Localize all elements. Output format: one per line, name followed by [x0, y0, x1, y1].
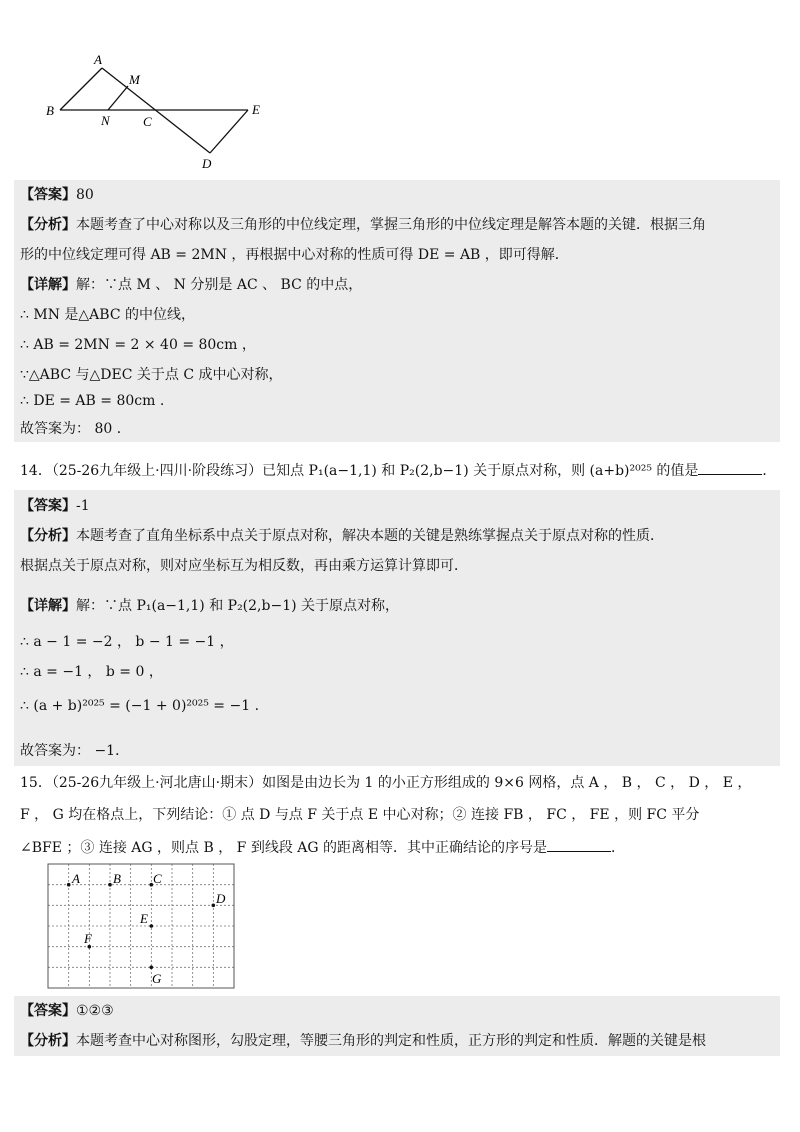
label-A: A: [94, 52, 102, 67]
q13-detail-line1: 【详解】解：∵点 M 、 N 分别是 AC 、 BC 的中点，: [20, 277, 363, 293]
triangle-figure: [40, 50, 280, 170]
q15-answer: 【答案】①②③: [20, 1003, 114, 1019]
grid-figure: [46, 862, 238, 990]
point-G: [150, 966, 154, 970]
q14-detail-line2: ∴ a − 1 = −2 ， b − 1 = −1 ，: [20, 634, 234, 650]
q15-stem-line3: ∠BFE ；③ 连接 AG ，则点 B ， F 到线段 AG 的距离相等．其中正确结论的序号是 ．: [20, 837, 625, 857]
q14-detail-line1: 【详解】解：∵点 P₁(a−1,1) 和 P₂(2,b−1) 关于原点对称，: [20, 598, 400, 614]
q13-detail-line5: ∴ DE = AB = 80cm .: [20, 393, 165, 409]
q13-analysis-line2: 形的中位线定理可得 AB = 2MN ，再根据中心对称的性质可得 DE = AB ，即可得解．: [20, 247, 569, 263]
grid-label-A: A: [72, 871, 80, 886]
point-D: [212, 904, 216, 908]
point-B: [108, 883, 112, 887]
q14-answer: 【答案】-1: [20, 498, 90, 514]
point-E: [150, 924, 154, 928]
point-A: [67, 883, 71, 887]
q15-answer-blank[interactable]: [547, 837, 611, 852]
q14-analysis-line2: 根据点关于原点对称，则对应坐标互为相反数，再由乘方运算计算即可．: [20, 558, 468, 574]
q14-analysis-line1: 【分析】本题考查了直角坐标系中点关于原点对称，解决本题的关键是熟练掌握点关于原点对称的性质．: [20, 528, 664, 544]
grid-label-C: C: [153, 871, 162, 886]
q14-stem: 14．（25-26九年级上·四川·阶段练习）已知点 P₁(a−1,1) 和 P₂(2,b−1) 关于原点对称，则 (a+b)²⁰²⁵ 的值是 ．: [20, 460, 776, 480]
q13-answer: 【答案】80: [20, 187, 94, 203]
label-N: N: [101, 113, 110, 128]
q13-analysis-line1: 【分析】本题考查了中心对称以及三角形的中位线定理，掌握三角形的中位线定理是解答本题的关键．根据三角: [20, 217, 706, 233]
label-M: M: [129, 72, 140, 87]
q15-stem-line2: F ， G 均在格点上，下列结论：① 点 D 与点 F 关于点 E 中心对称；② 连接 FB ， FC ， FE ，则 FC 平分: [20, 807, 700, 823]
q15-stem-line1: 15．（25-26九年级上·河北唐山·期末）如图是由边长为 1 的小正方形组成的 9×6 网格，点 A ， B ， C ， D ， E ，: [20, 775, 752, 791]
q14-detail-line4: ∴ (a + b)²⁰²⁵ = (−1 + 0)²⁰²⁵ = −1 .: [20, 698, 260, 714]
q13-final: 故答案为： 80 ．: [20, 421, 131, 437]
label-B: B: [46, 103, 54, 118]
grid-label-G: G: [152, 971, 162, 986]
q13-detail-line4: ∵△ABC 与△DEC 关于点 C 成中心对称，: [20, 367, 283, 383]
grid-label-E: E: [140, 911, 148, 926]
q15-analysis-line1: 【分析】本题考查中心对称图形，勾股定理，等腰三角形的判定和性质，正方形的判定和性质．解题的关键是根: [20, 1033, 706, 1049]
label-D: D: [202, 156, 212, 170]
q13-detail-line2: ∴ MN 是△ABC 的中位线，: [20, 307, 195, 323]
q13-detail-line3: ∴ AB = 2MN = 2 × 40 = 80cm ，: [20, 337, 256, 353]
grid-label-B: B: [113, 871, 121, 886]
label-C: C: [143, 114, 152, 129]
q14-final: 故答案为： −1．: [20, 743, 130, 759]
label-E: E: [252, 102, 260, 117]
grid-label-D: D: [216, 891, 226, 906]
grid-label-F: F: [84, 931, 92, 946]
q14-answer-blank[interactable]: [698, 460, 762, 475]
q14-detail-line3: ∴ a = −1 ， b = 0 ，: [20, 664, 163, 680]
